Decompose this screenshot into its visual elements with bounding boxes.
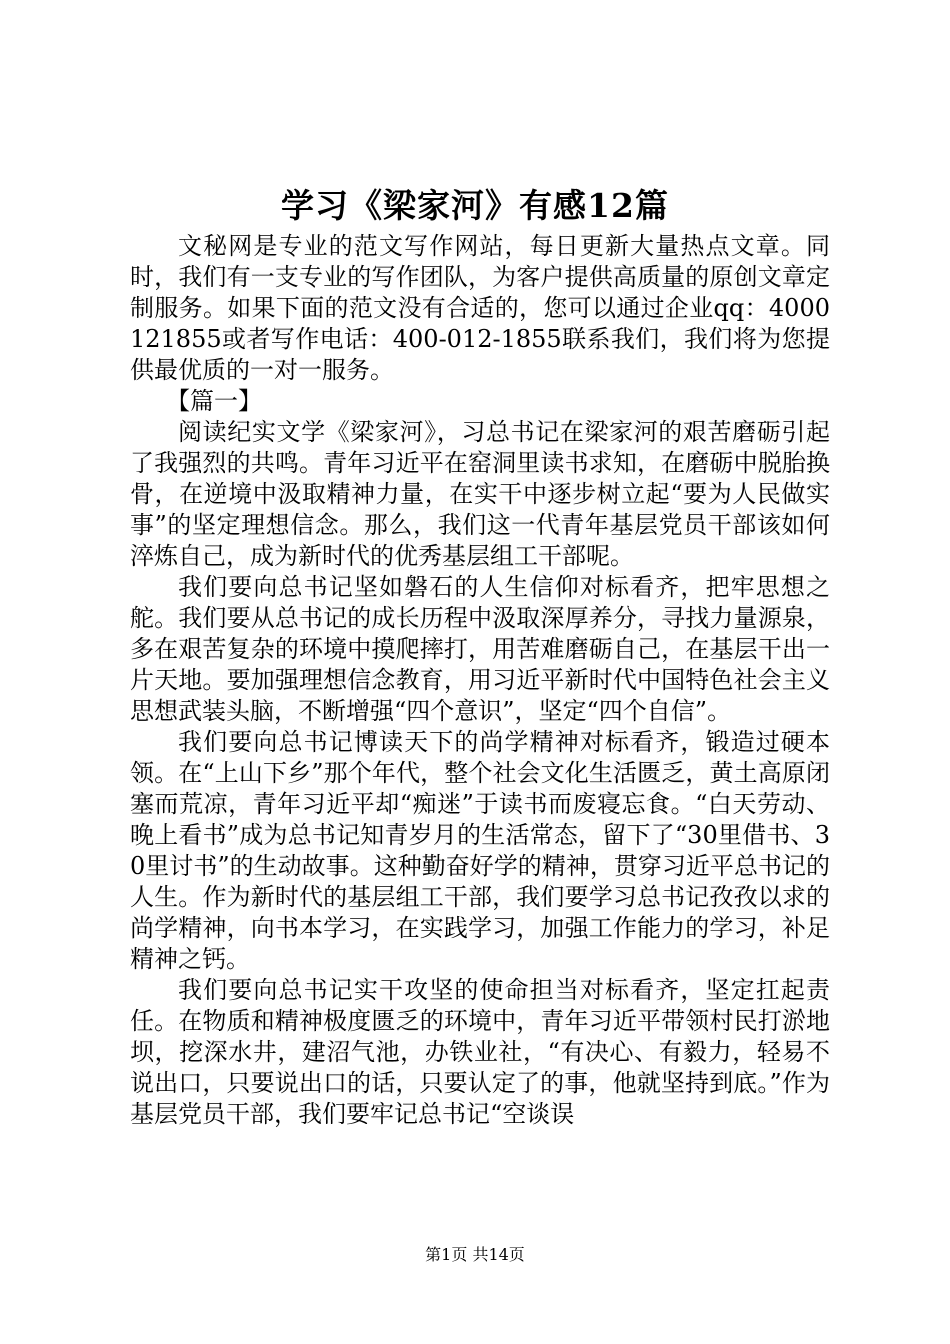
page-footer: 第1页 共14页 — [425, 1245, 525, 1264]
body-paragraph: 我们要向总书记博读天下的尚学精神对标看齐，锻造过硬本领。在“上山下乡”那个年代，整个社会文化生活匮乏，黄土高原闭塞而荒凉，青年习近平却“痴迷”于读书而废寝忘食。“白天劳动、晚上看书”成为总书记知青岁月的生活常态，留下了“30里借书、30里讨书”的生动故事。这种勤奋好学的精神，贯穿习近平总书记的人生。作为新时代的基层组工干部，我们要学习总书记孜孜以求的尚学精神，向书本学习，在实践学习，加强工作能力的学习，补足精神之钙。 — [130, 728, 830, 973]
body-paragraph: 阅读纪实文学《梁家河》，习总书记在梁家河的艰苦磨砺引起了我强烈的共鸣。青年习近平在窑洞里读书求知，在磨砺中脱胎换骨，在逆境中汲取精神力量，在实干中逐步树立起“要为人民做实事”的坚定理想信念。那么，我们这一代青年基层党员干部该如何淬炼自己，成为新时代的优秀基层组工干部呢。 — [130, 418, 830, 570]
body-paragraph: 我们要向总书记实干攻坚的使命担当对标看齐，坚定扛起责任。在物质和精神极度匮乏的环境中，青年习近平带领村民打淤地坝，挖深水井，建沼气池，办铁业社，“有决心、有毅力，轻易不说出口，只要说出口的话，只要认定了的事，他就坚持到底。”作为基层党员干部，我们要牢记总书记“空谈误 — [130, 976, 830, 1128]
document-body — [130, 231, 830, 1130]
section-heading: 【篇一】 — [166, 387, 262, 415]
document-title: 学习《梁家河》有感12篇 — [281, 186, 669, 225]
intro-paragraph: 文秘网是专业的范文写作网站，每日更新大量热点文章。同时，我们有一支专业的写作团队，为客户提供高质量的原创文章定制服务。如果下面的范文没有合适的，您可以通过企业qq：4000121855或者写作电话：400-012-1855联系我们，我们将为您提供最优质的一对一服务。 — [130, 232, 830, 384]
body-paragraph: 我们要向总书记坚如磐石的人生信仰对标看齐，把牢思想之舵。我们要从总书记的成长历程中汲取深厚养分，寻找力量源泉，多在艰苦复杂的环境中摸爬摔打，用苦难磨砺自己，在基层干出一片天地。要加强理想信念教育，用习近平新时代中国特色社会主义思想武装头脑，不断增强“四个意识”，坚定“四个自信”。 — [130, 573, 830, 725]
